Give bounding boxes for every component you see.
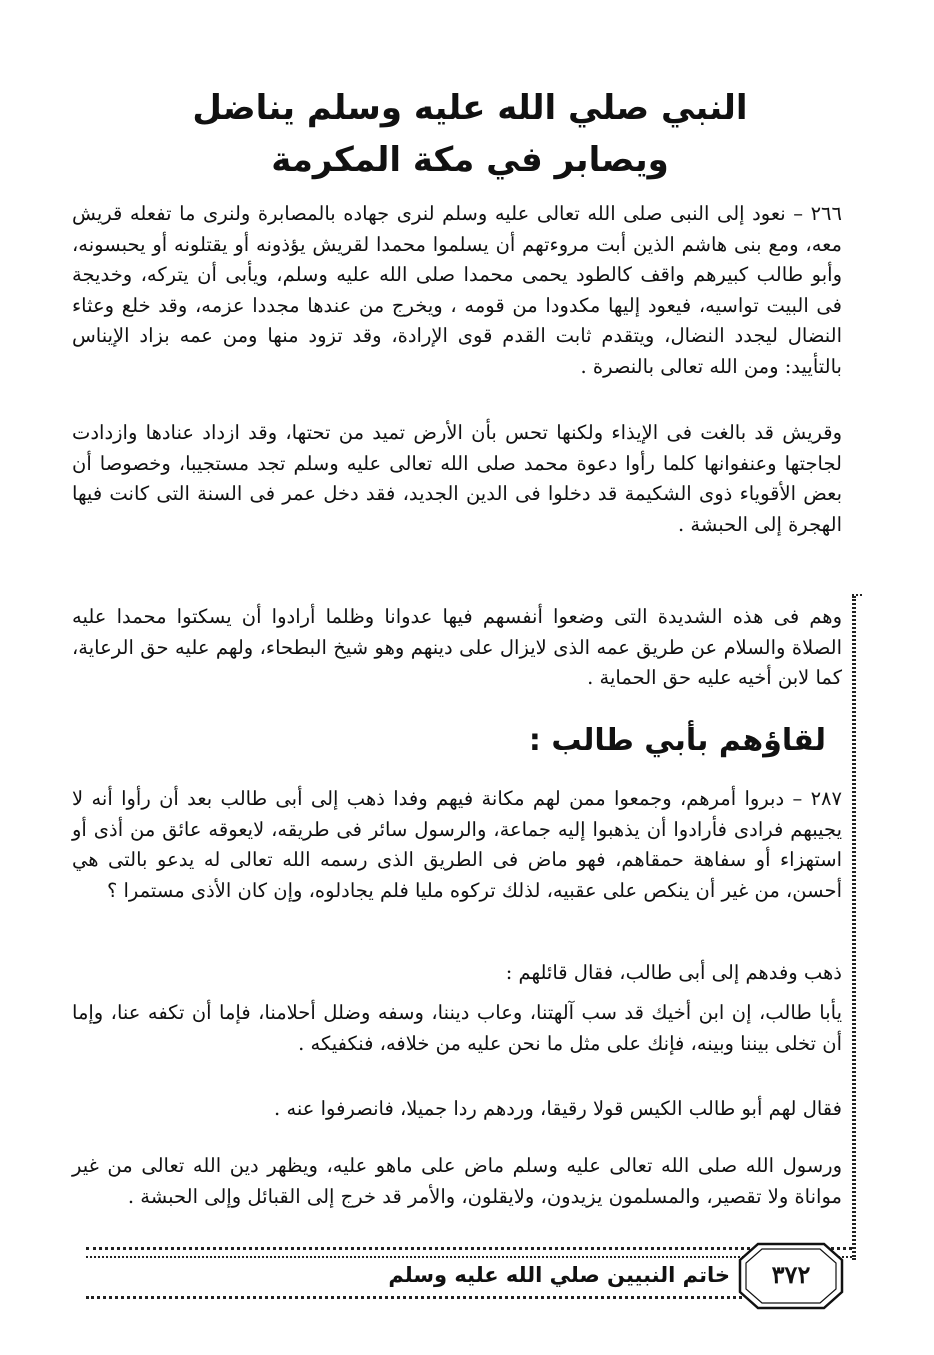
paragraph-prophet-continues [72, 1151, 842, 1212]
page-number-badge [736, 1240, 846, 1312]
running-title: خاتم النبيين صلي الله عليه وسلم [388, 1263, 730, 1287]
paragraph-delegation-went [72, 958, 842, 989]
margin-rule-side [852, 596, 856, 1260]
paragraph-287 [72, 784, 842, 906]
paragraph-abu-talib-reply [72, 1094, 842, 1125]
paragraph-text: ٢٦٦ – نعود إلى النبى صلى الله تعالى عليه وسلم لنرى جهاده بالمصابرة ولنرى ما تفعله قريش معه، ومع بنى هاشم الذين أبت مروءتهم أن يسلموا محمدا لقريش يؤذونه أو يقتلونه أو يحبسونه، وأبو طالب كبيرهم واقف كالطود يحمى محمدا صلى الله عليه وسلم، ويأبى أن يتركه، وخديجة فى البيت تواسيه، فيعود إليها مكدودا من قومه ، ويخرج من عندها مجددا عزمه، وقد خلع وعثاء النضال ليجدد النضال، ويتقدم ثابت القدم قوى الإرادة، وقد تزود منها ومن عمه بزاد الإيناس بالتأييد: ومن الله تعالى بالنصرة . [72, 202, 842, 378]
paragraph-text: وهم فى هذه الشديدة التى وضعوا أنفسهم فيها عدوانا وظلما أرادوا أن يسكتوا محمدا عليه الصلاة والسلام عن طريق عمه الذى لايزال على دينهم وهو شيخ البطحاء، ولهم عليه حق الرعاية، كما لابن أخيه عليه حق الحماية . [72, 605, 842, 689]
paragraph-delegation-intent [72, 602, 842, 694]
paragraph-text: ذهب وفدهم إلى أبى طالب، فقال قائلهم : [505, 961, 842, 984]
paragraph-text: ٢٨٧ – دبروا أمرهم، وجمعوا ممن لهم مكانة فيهم وفدا ذهب إلى أبى طالب بعد أن رأوا أنه لا يجيبهم فرادى فأرادوا أن يذهبوا إليه جماعة، والرسول سائر فى طريقه، لايعوقه عائق من أذى أو استهزاء أو سفاهة حمقاهم، فهو ماض فى الطريق الذى رسمه الله تعالى له يدعو بالتى هي أحسن، من غير أن ينكص على عقبيه، لذلك تركوه مليا فلم يجادلوه، وإن كان الأذى مستمرا ؟ [72, 787, 842, 902]
paragraph-text: ورسول الله صلى الله تعالى عليه وسلم ماض على ماهو عليه، ويظهر دين الله تعالى من غير مواناة ولا تقصير، والمسلمون يزيدون، ولايقلون، والأمر قد خرج إلى القبائل وإلى الحبشة . [72, 1154, 842, 1208]
page-number: ٣٧٢ [771, 1260, 811, 1289]
chapter-title-line-1: النبي صلي الله عليه وسلم يناضل [192, 88, 748, 128]
paragraph-266 [72, 199, 842, 382]
chapter-title [120, 82, 820, 186]
chapter-title-line-2: ويصابر في مكة المكرمة [271, 140, 669, 180]
paragraph-text: فقال لهم أبو طالب الكيس قولا رقيقا، وردهم ردا جميلا، فانصرفوا عنه . [274, 1097, 842, 1120]
footer-rule-bottom [86, 1296, 742, 1304]
section-heading: لقاؤهم بأبي طالب : [528, 723, 826, 758]
paragraph-delegation-speech [72, 998, 842, 1059]
paragraph-text: يأبا طالب، إن ابن أخيك قد سب آلهتنا، وعاب ديننا، وسفه وضلل أحلامنا، فإما أن تكفه عنا، وإما أن تخلى بيننا وبينه، فإنك على مثل ما نحن عليه من خلافه، فنكفيكه . [72, 1001, 842, 1055]
paragraph-quraysh-persecution [72, 418, 842, 540]
paragraph-text: وقريش قد بالغت فى الإيذاء ولكنها تحس بأن الأرض تميد من تحتها، وقد ازداد عنادها وازدادت لجاجتها وعنفوانها كلما رأوا دعوة محمد صلى الله تعالى عليه وسلم تجد مستجيبا، وخصوصا أن بعض الأقوياء ذوى الشكيمة قد دخلوا فى الدين الجديد، فقد دخل عمر فى السنة التى كانت فيها الهجرة إلى الحبشة . [72, 421, 842, 536]
